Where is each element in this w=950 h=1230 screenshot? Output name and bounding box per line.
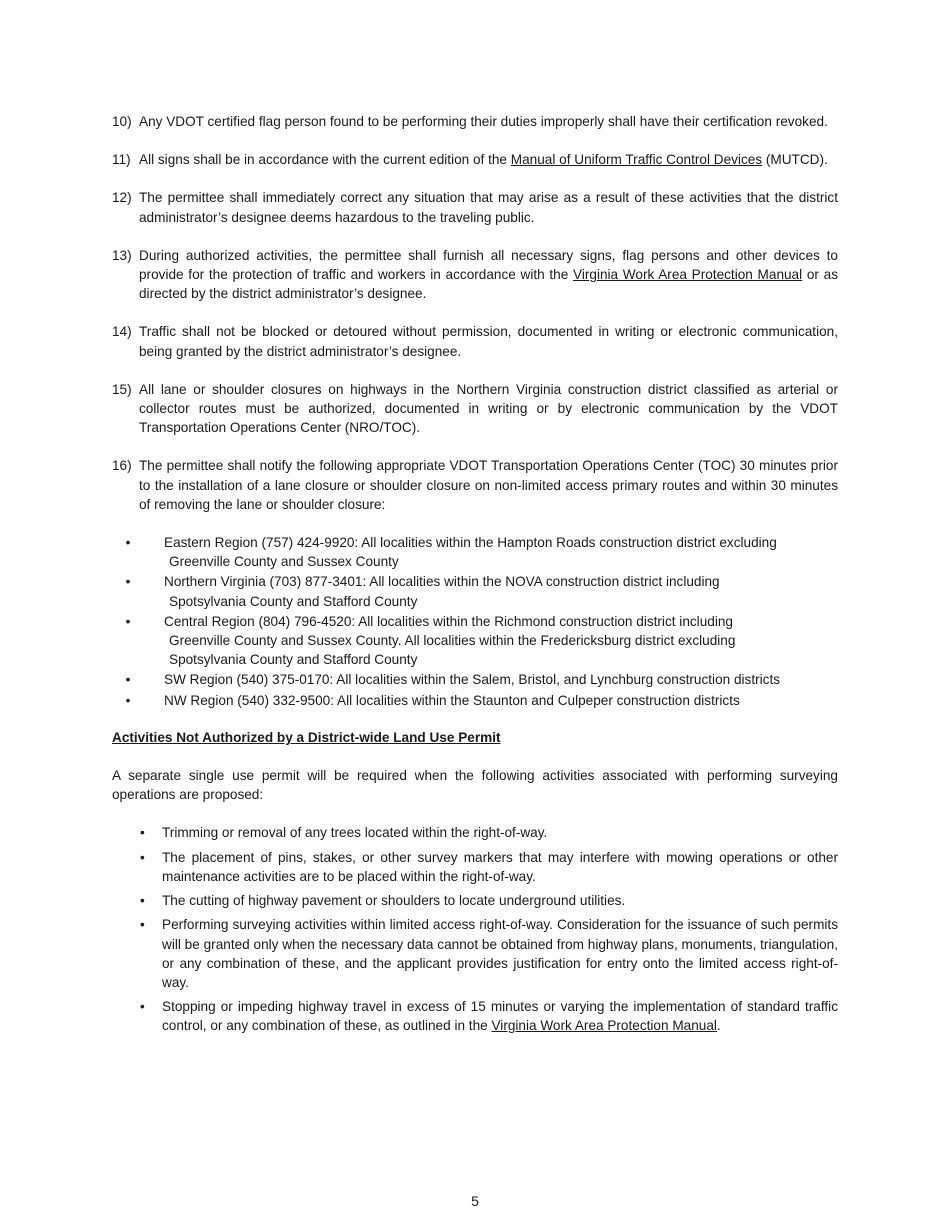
item-text: During authorized activities, the permittee shall furnish all necessary signs, flag persons and other devices to provide for the protection of traffic and workers in accordance with the Virginia Work Area Protection Manual or as directed by the district administrator’s designee. (139, 247, 839, 302)
section-heading: Activities Not Authorized by a District-wide Land Use Permit (112, 729, 501, 745)
page-content (112, 112, 838, 1036)
bullet-icon: • (140, 825, 145, 841)
list-item-13 (112, 246, 838, 304)
section-paragraph: A separate single use permit will be required when the following activities associated with performing surveying operations are proposed: (112, 768, 838, 803)
item-text: Traffic shall not be blocked or detoured without permission, documented in writing or electronic communication, being granted by the district administrator’s designee. (139, 324, 838, 359)
bullet-icon: • (140, 917, 145, 933)
wapm-reference: Virginia Work Area Protection Manual (573, 267, 803, 283)
bullet-icon: • (125, 613, 131, 629)
item-text: The permittee shall notify the following appropriate VDOT Transportation Operations Center (TOC) 30 minutes prior to the installation of a lane closure or shoulder closure on non-limited access primary routes and within 30 minutes of removing the lane or shoulder closure: (139, 458, 838, 512)
activity-item: • Stopping or impeding highway travel in excess of 15 minutes or varying the implementation of standard traffic control, or any combination of these, as outlined in the Virginia Work Area Protection Manual. (112, 997, 838, 1035)
region-item: • Eastern Region (757) 424-9920: All localities within the Hampton Roads construction district excluding Greenville County and Sussex County (112, 533, 838, 571)
item-text: All signs shall be in accordance with the current edition of the Manual of Uniform Traffic Control Devices (MUTCD). (139, 152, 828, 168)
wapm-reference: Virginia Work Area Protection Manual (491, 1018, 717, 1034)
bullet-icon: • (125, 692, 131, 708)
page-number: 5 (471, 1193, 479, 1209)
activity-item: • Performing surveying activities within limited access right-of-way. Consideration for the issuance of such permits will be granted only when the necessary data cannot be obtained from highway plans, monuments, triangulation, or any combination of these, and the applicant provides justification for entry onto the limited access right-of-way. (112, 915, 838, 992)
item-text: All lane or shoulder closures on highways in the Northern Virginia construction district classified as arterial or collector routes must be authorized, documented in writing or by electronic communication by the VDOT Transportation Operations Center (NRO/TOC). (139, 381, 838, 436)
item-number: 16) (112, 458, 132, 474)
mutcd-reference: Manual of Uniform Traffic Control Devices (510, 152, 763, 168)
region-item: • Northern Virginia (703) 877-3401: All localities within the NOVA construction district including Spotsylvania County and Stafford County (112, 572, 838, 610)
item-number: 10) (112, 114, 132, 129)
item-number: 11) (112, 152, 131, 168)
bullet-icon: • (125, 672, 131, 688)
list-item-11 (112, 150, 838, 169)
item-number: 14) (112, 324, 132, 340)
item-number: 15) (112, 381, 132, 397)
list-item-16 (112, 456, 838, 514)
toc-region-list (112, 533, 838, 710)
bullet-icon: • (125, 535, 131, 551)
activity-item: • The placement of pins, stakes, or other survey markers that may interfere with mowing operations or other maintenance activities are to be placed within the right-of-way. (112, 848, 838, 886)
list-item-15 (112, 380, 838, 438)
activity-item: • The cutting of highway pavement or shoulders to locate underground utilities. (112, 891, 838, 910)
bullet-icon: • (125, 574, 131, 590)
activity-item: • Trimming or removal of any trees located within the right-of-way. (112, 823, 838, 842)
bullet-icon: • (140, 999, 145, 1015)
region-item: • NW Region (540) 332-9500: All localities within the Staunton and Culpeper construction districts (112, 691, 838, 710)
item-number: 13) (112, 247, 132, 263)
item-text: Any VDOT certified flag person found to be performing their duties improperly shall have their certification revoked. (139, 114, 828, 129)
bullet-icon: • (140, 893, 145, 909)
list-item-10 (112, 112, 838, 131)
list-item-14 (112, 322, 838, 360)
bullet-icon: • (140, 849, 145, 865)
activities-list (112, 823, 838, 1035)
region-item: • Central Region (804) 796-4520: All localities within the Richmond construction district including Greenville County and Sussex County. All localities within the Fredericksburg district excluding Spotsylvania County and Stafford County (112, 612, 838, 670)
region-item: • SW Region (540) 375-0170: All localities within the Salem, Bristol, and Lynchburg construction districts (112, 670, 838, 689)
list-item-12 (112, 188, 838, 226)
item-number: 12) (112, 190, 132, 206)
item-text: The permittee shall immediately correct any situation that may arise as a result of these activities that the district administrator’s designee deems hazardous to the traveling public. (139, 190, 838, 225)
